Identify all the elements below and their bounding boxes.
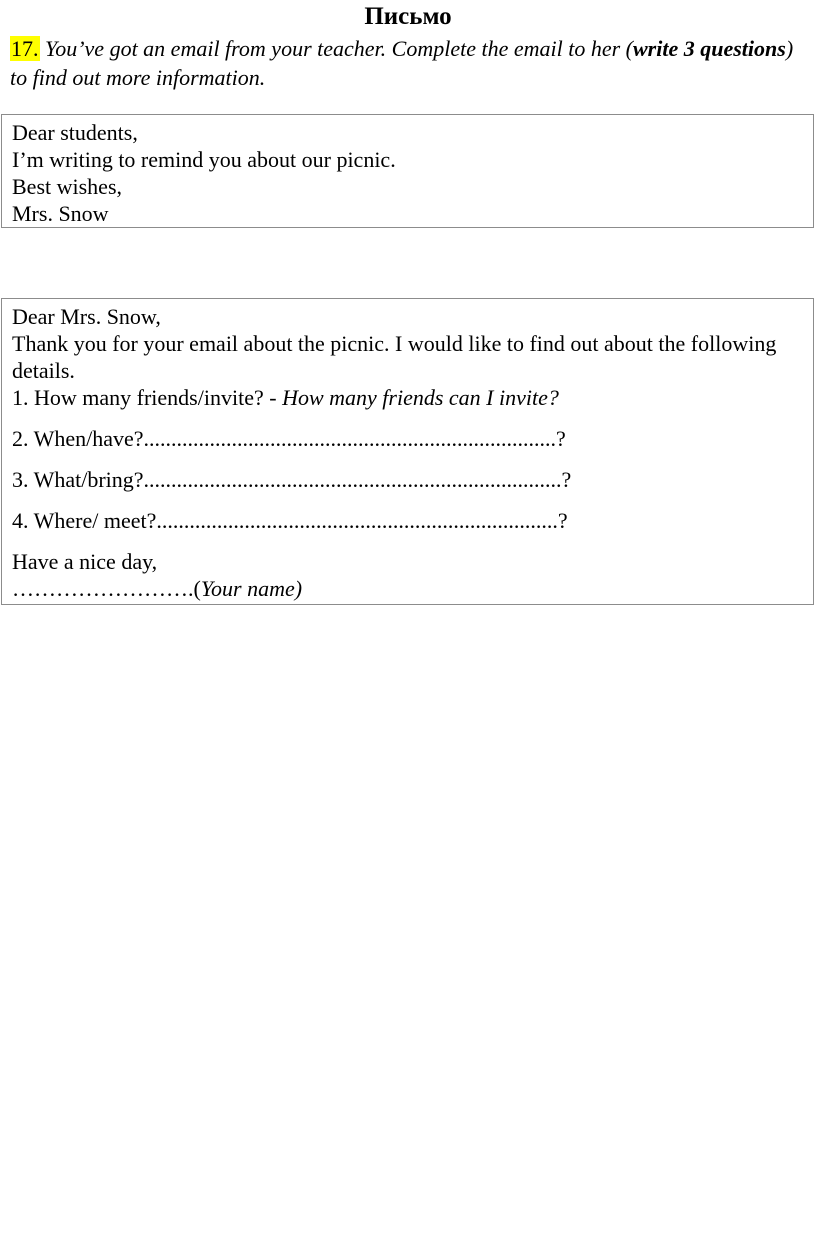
page-title: Письмо xyxy=(364,3,452,30)
task-instruction xyxy=(10,34,800,92)
reply-email-box xyxy=(1,298,814,605)
task-text-part2: ) to find out more information. xyxy=(10,36,794,90)
name-dots: …………………….( xyxy=(12,576,201,601)
task-number: 17. xyxy=(11,36,39,61)
teacher-email-body: I’m writing to remind you about our picnic. xyxy=(12,147,396,172)
teacher-email-closing: Best wishes, xyxy=(12,174,122,199)
teacher-email-greeting: Dear students, xyxy=(12,120,138,145)
question-2[interactable]: 2. When/have?...........................................................................? xyxy=(12,426,566,451)
question-1 xyxy=(12,384,813,411)
reply-email-intro: Thank you for your email about the picnic. I would like to find out about the following details. xyxy=(12,331,777,383)
task-text-part1: You’ve got an email from your teacher. Complete the email to her ( xyxy=(39,36,633,61)
question-4[interactable]: 4. Where/ meet?.........................................................................? xyxy=(12,508,568,533)
question-1-answer: How many friends can I invite? xyxy=(282,385,559,410)
teacher-email-box xyxy=(1,114,814,228)
question-1-prompt: 1. How many friends/invite? - xyxy=(12,385,283,410)
name-hint: Your name) xyxy=(200,576,303,601)
reply-email-greeting: Dear Mrs. Snow, xyxy=(12,304,161,329)
reply-email-name-line[interactable] xyxy=(12,575,813,602)
task-text-bold: write 3 questions xyxy=(633,36,786,61)
reply-email-closing: Have a nice day, xyxy=(12,549,158,574)
question-3[interactable]: 3. What/bring?............................................................................? xyxy=(12,467,572,492)
teacher-email-signature: Mrs. Snow xyxy=(12,201,109,226)
